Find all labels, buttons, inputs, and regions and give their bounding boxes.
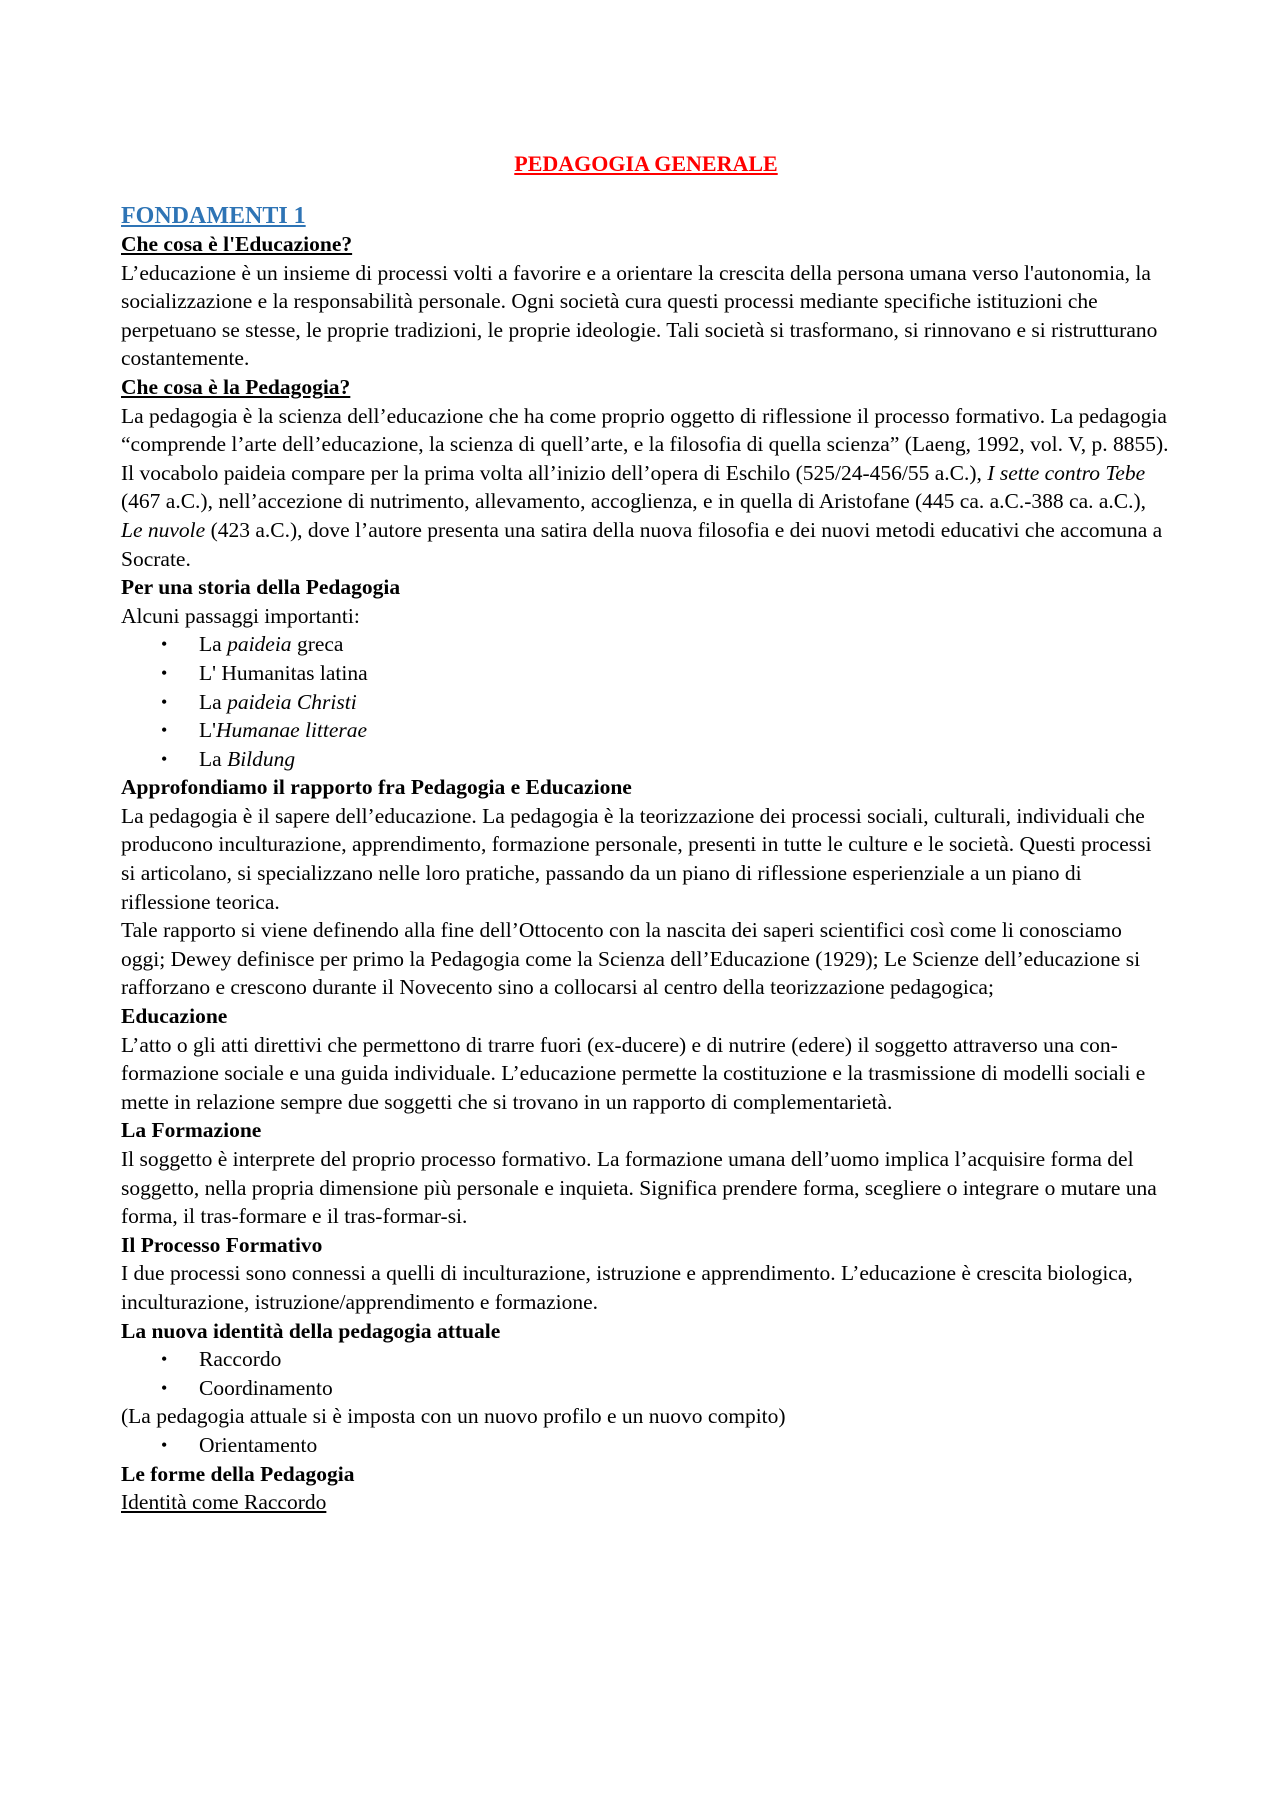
paragraph: Tale rapporto si viene definendo alla fine dell’Ottocento con la nascita dei saperi scientifici così come li conosciamo oggi; Dewey definisce per primo la Pedagogia come la Scienza dell’Educazione (1929); Le Scienze dell’educazione si rafforzano e crescono durante il Novecento sino a collocarsi al centro della teorizzazione pedagogica; — [121, 918, 1141, 1000]
subheading: Il Processo Formativo — [121, 1232, 323, 1257]
text-run: Raccordo — [199, 1347, 282, 1372]
text-run: La — [199, 689, 228, 714]
bullet-icon: • — [161, 691, 168, 712]
text-run: L' Humanitas latina — [199, 660, 368, 685]
list-item — [121, 1374, 1171, 1403]
paragraph: La pedagogia è il sapere dell’educazione. La pedagogia è la teorizzazione dei processi sociali, culturali, individuali che producono inculturazione, apprendimento, formazione personale, presenti in tutte le culture e le società. Questi processi si articolano, si specializzano nelle loro pratiche, passando da un piano di riflessione esperienziale a un piano di riflessione teorica. — [121, 803, 1152, 914]
bullet-icon: • — [161, 748, 168, 769]
paragraph: (La pedagogia attuale si è imposta con un nuovo profilo e un nuovo compito) — [121, 1404, 786, 1429]
text-run: La pedagogia è la scienza dell’educazione che ha come proprio oggetto di riflessione il processo formativo. La pedagogia “comprende l’arte dell’educazione, la scienza di quell’arte, e la filosofia di quella scienza” (Laeng, 1992, vol. V, p. 8855). Il vocabolo paideia compare per la prima volta all’inizio dell’opera di Eschilo (525/24-456/55 a.C.), — [121, 403, 1169, 485]
italic-text: paideia — [227, 632, 292, 657]
subheading: Per una storia della Pedagogia — [121, 575, 401, 600]
list-item — [121, 1431, 1171, 1460]
italic-text: Bildung — [227, 746, 296, 771]
italic-text: paideia Christi — [227, 689, 357, 714]
bullet-list — [121, 1345, 1171, 1402]
paragraph: L’atto o gli atti direttivi che permettono di trarre fuori (ex-ducere) e di nutrire (edere) il soggetto attraverso una con-formazione sociale e una guida individuale. L’educazione permette la costituzione e la trasmissione di modelli sociali e mette in relazione sempre due soggetti che si trovano in un rapporto di complementarietà. — [121, 1032, 1146, 1114]
bullet-icon: • — [161, 1434, 168, 1455]
text-run: greca — [291, 632, 344, 657]
subheading: Le forme della Pedagogia — [121, 1461, 355, 1486]
document-title: PEDAGOGIA GENERALE — [514, 151, 778, 176]
subheading: La nuova identità della pedagogia attuale — [121, 1318, 501, 1343]
text-run: Coordinamento — [199, 1375, 333, 1400]
text-run: (467 a.C.), nell’accezione di nutrimento, allevamento, accoglienza, e in quella di Aristofane (445 ca. a.C.-388 ca. a.C.), — [121, 489, 1147, 514]
bullet-icon: • — [161, 634, 168, 655]
document-body — [121, 230, 1171, 1517]
paragraph: Il soggetto è interprete del proprio processo formativo. La formazione umana dell’uomo implica l’acquisire forma del soggetto, nella propria dimensione più personale e inquieta. Significa prendere forma, scegliere o integrare o mutare una forma, il tras-formare e il tras-formar-si. — [121, 1147, 1157, 1229]
text-run: (423 a.C.), dove l’autore presenta una satira della nuova filosofia e dei nuovi metodi educativi che accomuna a Socrate. — [121, 517, 1163, 571]
text-run: L' — [199, 718, 217, 743]
subheading: Che cosa è la Pedagogia? — [121, 374, 351, 399]
subheading: La Formazione — [121, 1118, 262, 1143]
paragraph: I due processi sono connessi a quelli di inculturazione, istruzione e apprendimento. L’educazione è crescita biologica, inculturazione, istruzione/apprendimento e formazione. — [121, 1261, 1133, 1314]
list-item — [121, 745, 1171, 774]
text-run: La — [199, 632, 228, 657]
italic-text: I sette contro Tebe — [987, 460, 1146, 485]
bullet-icon: • — [161, 662, 168, 683]
italic-text: Humanae litterae — [216, 718, 368, 743]
list-item — [121, 688, 1171, 717]
italic-text: Le nuvole — [121, 517, 206, 542]
subheading: Approfondiamo il rapporto fra Pedagogia e Educazione — [121, 775, 632, 800]
text-run: La — [199, 746, 228, 771]
bullet-list — [121, 1431, 1171, 1460]
list-item — [121, 659, 1171, 688]
document-content — [121, 150, 1171, 1517]
section-heading: FONDAMENTI 1 — [121, 203, 306, 229]
subheading: Che cosa è l'Educazione? — [121, 232, 353, 256]
paragraph: Alcuni passaggi importanti: — [121, 603, 360, 628]
paragraph — [121, 402, 1171, 574]
bullet-icon: • — [161, 1349, 168, 1370]
text-run: Orientamento — [199, 1432, 318, 1457]
bullet-list — [121, 630, 1171, 773]
bullet-icon: • — [161, 720, 168, 741]
list-item — [121, 1345, 1171, 1374]
list-item — [121, 630, 1171, 659]
underlined-subheading: Identità come Raccordo — [121, 1490, 327, 1515]
list-item — [121, 716, 1171, 745]
bullet-icon: • — [161, 1377, 168, 1398]
subheading: Educazione — [121, 1004, 228, 1029]
paragraph: L’educazione è un insieme di processi volti a favorire e a orientare la crescita della persona umana verso l'autonomia, la socializzazione e la responsabilità personale. Ogni società cura questi processi mediante specifiche istituzioni che perpetuano se stesse, le proprie tradizioni, le proprie ideologie. Tali società si trasformano, si rinnovano e si ristrutturano costantemente. — [121, 260, 1158, 371]
